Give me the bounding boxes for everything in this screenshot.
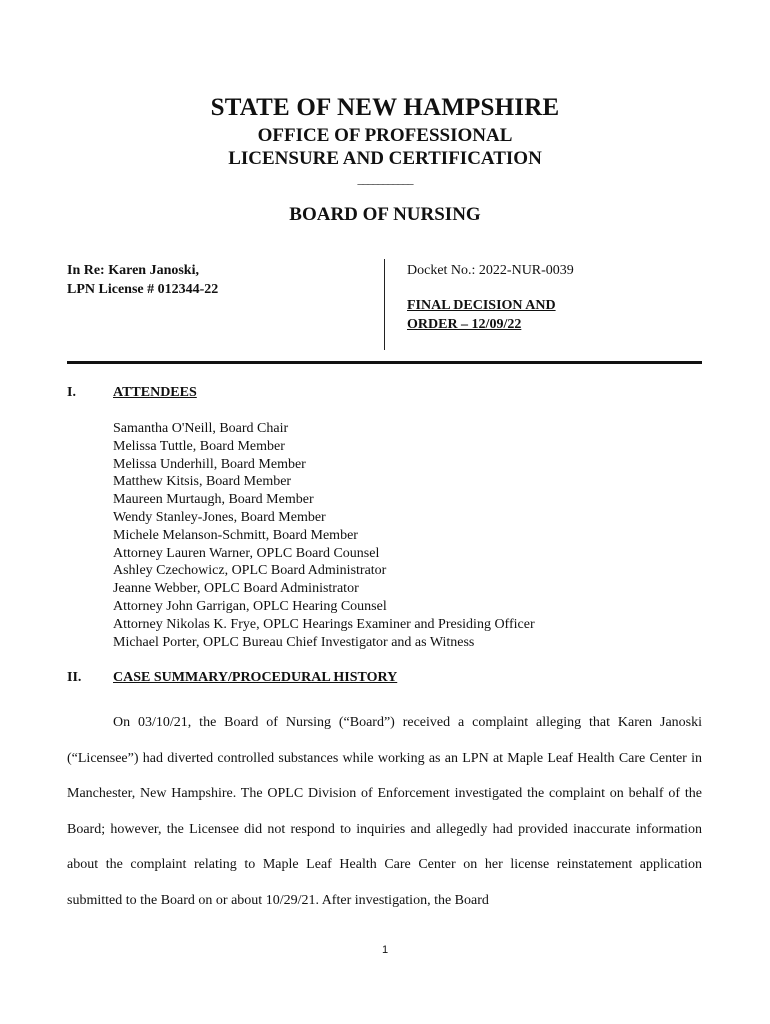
list-item: Melissa Tuttle, Board Member — [113, 438, 285, 454]
list-item: Matthew Kitsis, Board Member — [113, 474, 292, 490]
horizontal-rule — [67, 361, 702, 364]
docket-number: Docket No.: 2022-NUR-0039 — [407, 263, 574, 278]
list-item: Wendy Stanley-Jones, Board Member — [113, 509, 326, 525]
office-title-line1: OFFICE OF PROFESSIONAL — [257, 125, 513, 146]
in-re-line: In Re: Karen Janoski, — [67, 263, 199, 278]
caption-divider — [384, 259, 385, 350]
list-item: Michele Melanson-Schmitt, Board Member — [113, 527, 358, 543]
list-item: Jeanne Webber, OPLC Board Administrator — [113, 581, 359, 597]
state-title: STATE OF NEW HAMPSHIRE — [210, 94, 560, 121]
list-item: Michael Porter, OPLC Bureau Chief Investigator and as Witness — [113, 634, 475, 650]
board-title: BOARD OF NURSING — [289, 204, 481, 225]
page-number: 1 — [381, 944, 389, 956]
header-divider: ___________ — [357, 172, 413, 186]
office-title-line2: LICENSURE AND CERTIFICATION — [228, 148, 542, 169]
list-item: Samantha O'Neill, Board Chair — [113, 421, 289, 436]
list-item: Ashley Czechowicz, OPLC Board Administrator — [113, 563, 387, 579]
license-line: LPN License # 012344-22 — [67, 282, 219, 297]
order-title: FINAL DECISION AND ORDER – 12/09/22 — [407, 298, 556, 332]
section-number: I. — [67, 385, 76, 400]
case-caption — [67, 261, 218, 299]
section-heading-case-summary: CASE SUMMARY/PROCEDURAL HISTORY — [113, 670, 398, 685]
list-item: Maureen Murtaugh, Board Member — [113, 492, 314, 508]
list-item: Attorney Lauren Warner, OPLC Board Counsel — [113, 545, 380, 561]
docket-block — [407, 261, 597, 334]
list-item: Attorney John Garrigan, OPLC Hearing Counsel — [113, 598, 387, 614]
section-heading-attendees: ATTENDEES — [113, 385, 197, 400]
case-summary-paragraph: On 03/10/21, the Board of Nursing (“Board”) received a complaint alleging that Karen Janoski (“Licensee”) had diverted controlled substances while working as an LPN at Maple Leaf Health Care Center in Manchester, New Hampshire. The OPLC Division of Enforcement investigated the complaint on behalf of the Board; however, the Licensee did not respond to inquiries and allegedly had provided inaccurate information about the complaint relating to Maple Leaf Health Care Center on her license reinstatement application submitted to the Board on or about 10/29/21. After investigation, the Board — [67, 715, 702, 908]
section-number: II. — [67, 670, 82, 685]
list-item: Melissa Underhill, Board Member — [113, 456, 306, 472]
list-item: Attorney Nikolas K. Frye, OPLC Hearings Examiner and Presiding Officer — [113, 616, 535, 632]
attendee-list — [113, 420, 535, 651]
